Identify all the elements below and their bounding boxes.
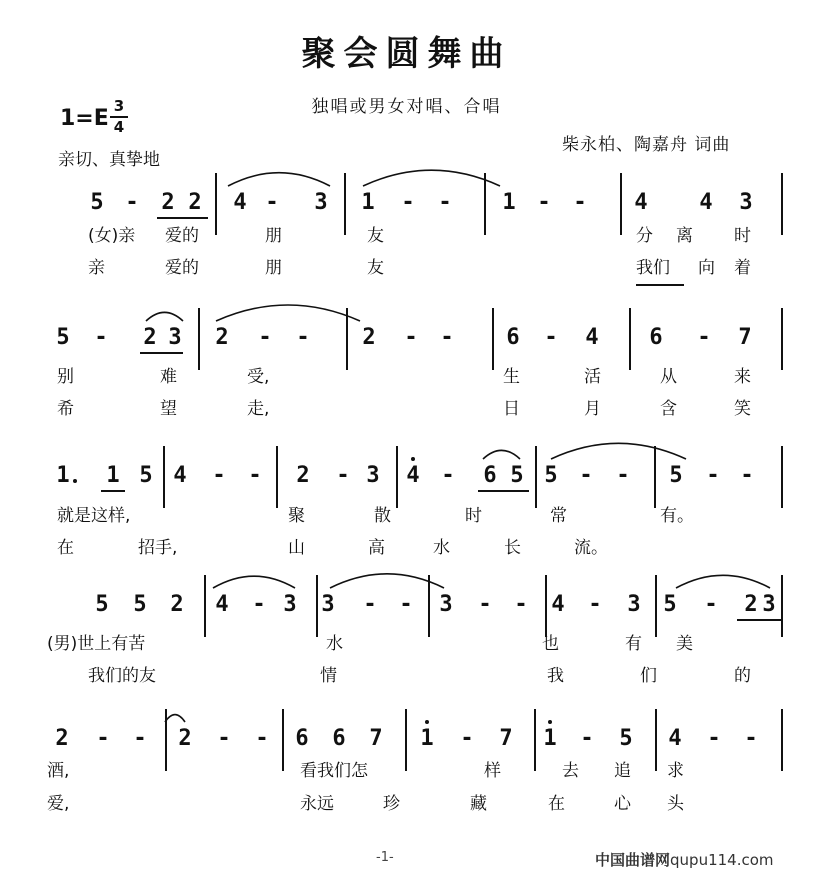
note: 5 <box>619 726 633 751</box>
lyric-verse2: 朋 <box>265 258 282 278</box>
lyric-verse2: 含 <box>660 399 677 419</box>
note: 6 <box>295 726 309 751</box>
lyric-verse1: 从 <box>660 367 677 387</box>
note: 5 <box>95 592 109 617</box>
dash: - <box>744 726 758 751</box>
slur <box>551 443 686 459</box>
note: 1 <box>106 463 120 488</box>
note: 4 <box>585 325 599 350</box>
lyric-verse2: 友 <box>367 258 384 278</box>
lyric-verse2: 笑 <box>734 399 751 419</box>
performance-note: 独唱或男女对唱、合唱 <box>311 97 502 117</box>
dash: - <box>740 463 754 488</box>
lyric-verse2: 在 <box>548 794 565 814</box>
dash: - <box>248 463 262 488</box>
dash: - <box>588 592 602 617</box>
lyric-verse1: 追 <box>614 761 631 781</box>
slur <box>165 715 185 722</box>
lyric-verse2: 望 <box>160 399 177 419</box>
note: 3 <box>283 592 297 617</box>
note: 2 <box>744 592 758 617</box>
lyric-verse2: 希 <box>57 399 74 419</box>
lyric-verse2: 亲 <box>88 258 105 278</box>
lyric-verse2: 情 <box>320 666 337 686</box>
note: 2 <box>296 463 310 488</box>
dash: - <box>704 592 718 617</box>
note: 2 <box>362 325 376 350</box>
lyric-verse2: 山 <box>288 538 305 558</box>
lyric-verse2: 永远 <box>300 794 334 814</box>
lyric-verse2: 我们的友 <box>88 666 156 686</box>
dash: - <box>404 325 418 350</box>
dash: - <box>255 726 269 751</box>
note: 7 <box>738 325 752 350</box>
lyric-verse1: 受, <box>247 367 270 387</box>
dash: - <box>707 726 721 751</box>
slur <box>228 173 330 186</box>
dash: - <box>133 726 147 751</box>
lyric-verse1: 常 <box>550 506 567 526</box>
note: 3 <box>366 463 380 488</box>
lyric-verse2: 们 <box>640 666 657 686</box>
note: 2 <box>55 726 69 751</box>
lyric-verse1: 看我们怎 <box>300 761 368 781</box>
lyric-verse1: (男)世上有苦 <box>47 634 146 654</box>
note: 5 <box>133 592 147 617</box>
lyric-verse2: 珍 <box>383 794 400 814</box>
note: 7 <box>499 726 513 751</box>
note: 2 <box>178 726 192 751</box>
note: 2 <box>143 325 157 350</box>
lyric-verse1: 样 <box>484 761 501 781</box>
lyric-verse1: 时 <box>734 226 751 246</box>
note: 2 <box>161 190 175 215</box>
lyric-verse1: 美 <box>676 634 693 654</box>
dash: - <box>573 190 587 215</box>
lyric-verse1: 朋 <box>265 226 282 246</box>
dash: - <box>478 592 492 617</box>
lyric-verse1: 生 <box>503 367 520 387</box>
lyric-verse1: 酒, <box>47 761 70 781</box>
slur <box>330 574 444 588</box>
lyric-verse1: 时 <box>465 506 482 526</box>
dash: - <box>440 325 454 350</box>
lyric-verse1: 去 <box>562 761 579 781</box>
note: 5 <box>663 592 677 617</box>
note: 1 <box>56 463 70 488</box>
note: 4 <box>173 463 187 488</box>
key-signature: 1=E <box>60 106 109 131</box>
author-credit: 柴永柏、陶嘉舟 词曲 <box>562 135 731 155</box>
lyric-verse2: 我们 <box>636 258 670 278</box>
dash: - <box>252 592 266 617</box>
dash: - <box>580 726 594 751</box>
lyric-verse2: 月 <box>584 399 601 419</box>
lyric-verse1: 也 <box>542 634 559 654</box>
lyric-verse1: 别 <box>57 367 74 387</box>
note: 1 <box>502 190 516 215</box>
note: 5 <box>544 463 558 488</box>
dash: - <box>579 463 593 488</box>
lyric-verse1: 来 <box>734 367 751 387</box>
dash: - <box>336 463 350 488</box>
lyric-verse1: 有。 <box>660 506 694 526</box>
dash: - <box>616 463 630 488</box>
dash: - <box>265 190 279 215</box>
slur <box>213 576 295 588</box>
dash: - <box>296 325 310 350</box>
dash: - <box>706 463 720 488</box>
watermark-brand: 中国曲谱网 <box>595 851 671 869</box>
lyric-verse1: 就是这样, <box>57 506 131 526</box>
lyric-verse1: 水 <box>326 634 343 654</box>
dash: - <box>460 726 474 751</box>
lyric-verse1: 爱的 <box>165 226 199 246</box>
lyric-verse1: 难 <box>160 367 177 387</box>
lyric-verse1: 友 <box>367 226 384 246</box>
note: 6 <box>332 726 346 751</box>
slur <box>146 312 183 321</box>
note: 1 <box>543 726 557 751</box>
note: 5 <box>56 325 70 350</box>
note: 7 <box>369 726 383 751</box>
dash: - <box>212 463 226 488</box>
note: 1 <box>420 726 434 751</box>
note: 6 <box>483 463 497 488</box>
watermark-url: qupu114.com <box>670 851 774 869</box>
lyric-verse2: 长 <box>504 538 521 558</box>
dash: - <box>96 726 110 751</box>
lyric-verse1: (女)亲 <box>88 226 136 246</box>
note: 3 <box>627 592 641 617</box>
lyric-verse2: 水 <box>433 538 450 558</box>
dash: - <box>399 592 413 617</box>
lyric-verse1: 分 <box>636 226 653 246</box>
slur <box>216 305 360 321</box>
dash: - <box>94 325 108 350</box>
note: 4 <box>634 190 648 215</box>
note: 3 <box>762 592 776 617</box>
song-title: 聚会圆舞曲 <box>301 34 512 74</box>
expression-mark: 亲切、真挚地 <box>58 150 160 170</box>
lyric-verse2: 的 <box>734 666 751 686</box>
note: 2 <box>188 190 202 215</box>
time-signature-top: 3 <box>113 97 125 115</box>
lyric-verse2: 高 <box>368 538 385 558</box>
note: 2 <box>170 592 184 617</box>
page-number: -1- <box>376 850 394 865</box>
note: 3 <box>439 592 453 617</box>
lyric-verse2: 我 <box>547 666 564 686</box>
lyric-verse2: 招手, <box>138 538 178 558</box>
note: 1 <box>361 190 375 215</box>
slur <box>363 170 500 186</box>
lyric-verse2: 藏 <box>470 794 487 814</box>
lyric-verse2: 走, <box>247 399 270 419</box>
note: 3 <box>739 190 753 215</box>
lyric-verse1: 活 <box>584 367 601 387</box>
lyric-verse2: 爱的 <box>165 258 199 278</box>
lyric-verse2: 爱, <box>47 794 70 814</box>
note: 4 <box>406 463 420 488</box>
lyric-verse2: 着 <box>734 258 751 278</box>
lyric-verse2: 心 <box>614 794 631 814</box>
note: 2 <box>215 325 229 350</box>
watermark <box>595 849 774 870</box>
lyric-verse1: 求 <box>667 761 684 781</box>
note: 5 <box>510 463 524 488</box>
dash: - <box>537 190 551 215</box>
note: 4 <box>215 592 229 617</box>
note: 5 <box>90 190 104 215</box>
dash: - <box>441 463 455 488</box>
note: 5 <box>669 463 683 488</box>
lyric-verse2: 日 <box>503 399 520 419</box>
lyric-verse1: 有 <box>625 634 642 654</box>
dash: - <box>697 325 711 350</box>
dash: - <box>401 190 415 215</box>
note: 4 <box>668 726 682 751</box>
note: 6 <box>649 325 663 350</box>
lyric-verse1: 聚 <box>288 506 305 526</box>
note: 6 <box>506 325 520 350</box>
time-signature-bottom: 4 <box>113 118 125 136</box>
dash: - <box>217 726 231 751</box>
dash: - <box>363 592 377 617</box>
slur <box>483 450 520 459</box>
note: 5 <box>139 463 153 488</box>
lyric-verse2: 头 <box>667 794 684 814</box>
note: 4 <box>551 592 565 617</box>
note: 3 <box>314 190 328 215</box>
slur <box>676 575 770 588</box>
dash: - <box>258 325 272 350</box>
note: 3 <box>168 325 182 350</box>
dash: - <box>514 592 528 617</box>
dash: - <box>125 190 139 215</box>
note: 3 <box>321 592 335 617</box>
lyric-verse2: 流。 <box>574 538 608 558</box>
dash: - <box>544 325 558 350</box>
lyric-verse1: 离 <box>676 226 693 246</box>
lyric-verse2: 在 <box>57 538 74 558</box>
dash: - <box>438 190 452 215</box>
note: 4 <box>699 190 713 215</box>
lyric-verse2: 向 <box>698 258 715 278</box>
lyric-verse1: 散 <box>374 506 391 526</box>
note: 4 <box>233 190 247 215</box>
